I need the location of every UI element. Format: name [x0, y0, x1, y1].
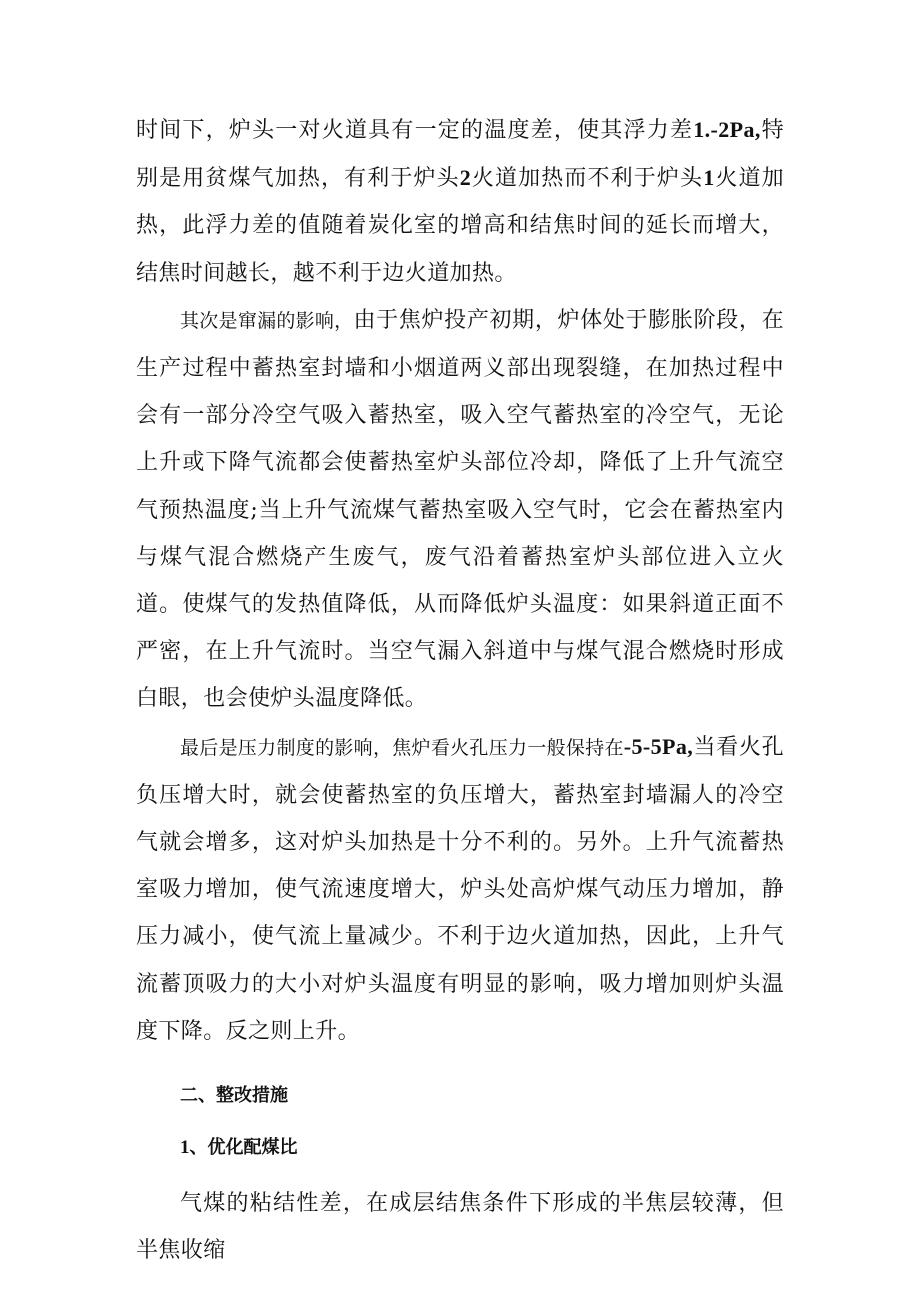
paragraph-leakage: [136, 297, 784, 723]
paragraph-buoyancy: [136, 106, 784, 297]
pressure-value: -5-5Pa,: [623, 733, 694, 759]
paragraph-text: 火道加热，此浮力差的值随着炭化室的增高和结焦时间的延长而增大，结焦时间越长，越不利于边火道加热。: [136, 166, 784, 286]
paragraph-text: 火道加热而不利于炉头: [471, 166, 704, 192]
paragraph-text: 时间下，炉头一对火道具有一定的温度差，使其浮力差: [136, 118, 694, 143]
paragraph-coal-blend: [136, 1180, 784, 1274]
subsection-heading: [136, 1136, 784, 1160]
paragraph-text: 气煤的粘结性差，在成层结焦条件下形成的半焦层较薄，但半焦收缩: [136, 1191, 784, 1264]
section-heading: 二、整改措施: [180, 1085, 288, 1107]
subsection-title: 、优化配煤比: [189, 1137, 298, 1159]
flue-number: 1: [703, 165, 715, 191]
document-body: [136, 106, 784, 1274]
paragraph-lead: 最后是压力制度的影响，焦炉看火孔压力一般保持在: [180, 736, 624, 759]
paragraph-text: 由于焦炉投产初期，炉体处于膨胀阶段，在生产过程中蓄热室封墙和小烟道两义部出现裂缝，在加热过程中会有一部分冷空气吸入蓄热室，吸入空气蓄热室的冷空气，无论上升或下降气流都会使蓄热室炉头部位冷却，降低了上升气流空气预热温度;当上升气流煤气蓄热室吸入空气时，它会在蓄热室内与煤气混合燃烧产生废气，废气沿着蓄热室炉头部位进入立火道。使煤气的发热值降低，从而降低炉头温度：如果斜道正面不严密，在上升气流时。当空气漏入斜道中与煤气混合燃烧时形成白眼，也会使炉头温度降低。: [136, 307, 784, 712]
paragraph-lead: 其次是窜漏的影响，: [180, 309, 354, 332]
paragraph-text: 当看火孔负压增大时，就会使蓄热室的负压增大，蓄热室封墙漏人的冷空气就会增多，这对炉头加热是十分不利的。另外。上升气流蓄热室吸力增加，使气流速度增大，炉头处高炉煤气动压力增加，静压力减小，使气流上量减少。不利于边火道加热，因此，上升气流蓄顶吸力的大小对炉头温度有明显的影响，吸力增加则炉头温度下降。反之则上升。: [136, 734, 784, 1044]
paragraph-text: 特别是用贫煤气加热，有利于炉头: [136, 118, 784, 192]
paragraph-pressure: [136, 723, 784, 1055]
flue-number: 2: [459, 165, 472, 191]
pressure-value: 1.-2Pa,: [693, 117, 761, 142]
subsection-number: 1: [180, 1137, 190, 1159]
